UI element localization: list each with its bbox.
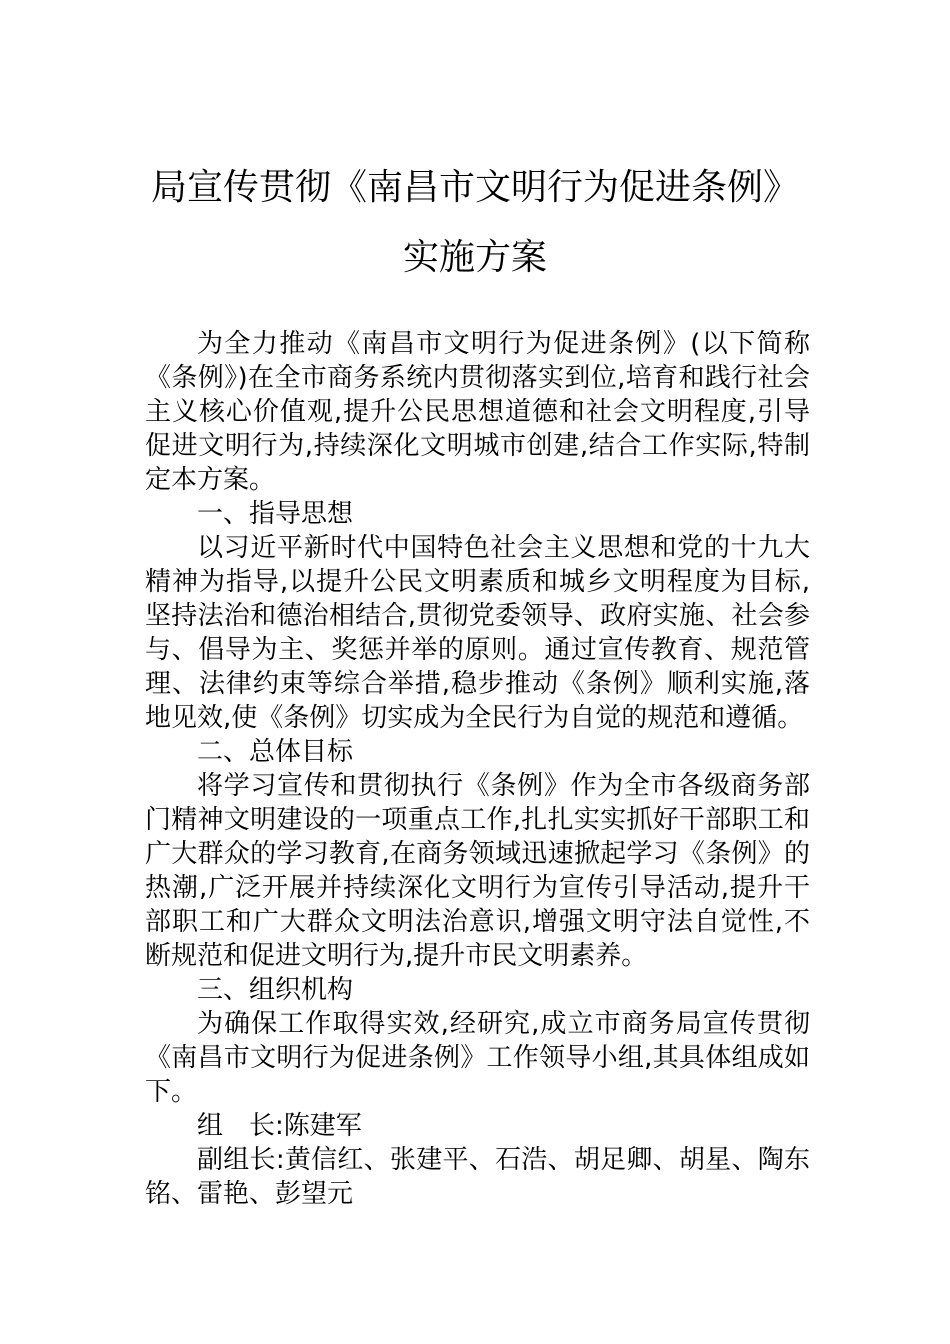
member-leader: 组 长:陈建军 [197,1111,362,1141]
section-heading-organization: 三、组织机构 [197,975,354,1005]
document-title-line2: 实施方案 [402,237,547,278]
section-text-organization: 为确保工作取得实效,经研究,成立市商务局宣传贯彻《南昌市文明行为促进条例》工作领导小组,其具体组成如下。 [145,1009,810,1107]
document-body [145,327,810,1211]
document-title-line1: 局宣传贯彻《南昌市文明行为促进条例》 [150,167,799,208]
intro-paragraph: 为全力推动《南昌市文明行为促进条例》(以下简称《条例》)在全市商务系统内贯彻落实到位,培育和践行社会主义核心价值观,提升公民思想道德和社会文明程度,引导促进文明行为,持续深化文明城市创建,结合工作实际,特制定本方案。 [145,329,810,495]
member-deputy-leaders: 副组长:黄信红、张建平、石浩、胡足卿、胡星、陶东铭、雷艳、彭望元 [145,1145,810,1209]
section-heading-guiding-thought: 一、指导思想 [197,499,354,529]
section-text-overall-goal: 将学习宣传和贯彻执行《条例》作为全市各级商务部门精神文明建设的一项重点工作,扎扎实实抓好干部职工和广大群众的学习教育,在商务领域迅速掀起学习《条例》的热潮,广泛开展并持续深化文明行为宣传引导活动,提升干部职工和广大群众文明法治意识,增强文明守法自觉性,不断规范和促进文明行为,提升市民文明素养。 [145,771,810,971]
section-heading-overall-goal: 二、总体目标 [197,737,354,767]
section-text-guiding-thought: 以习近平新时代中国特色社会主义思想和党的十九大精神为指导,以提升公民文明素质和城乡文明程度为目标,坚持法治和德治相结合,贯彻党委领导、政府实施、社会参与、倡导为主、奖惩并举的原则。通过宣传教育、规范管理、法律约束等综合举措,稳步推动《条例》顺利实施,落地见效,使《条例》切实成为全民行为自觉的规范和遵循。 [145,533,810,733]
